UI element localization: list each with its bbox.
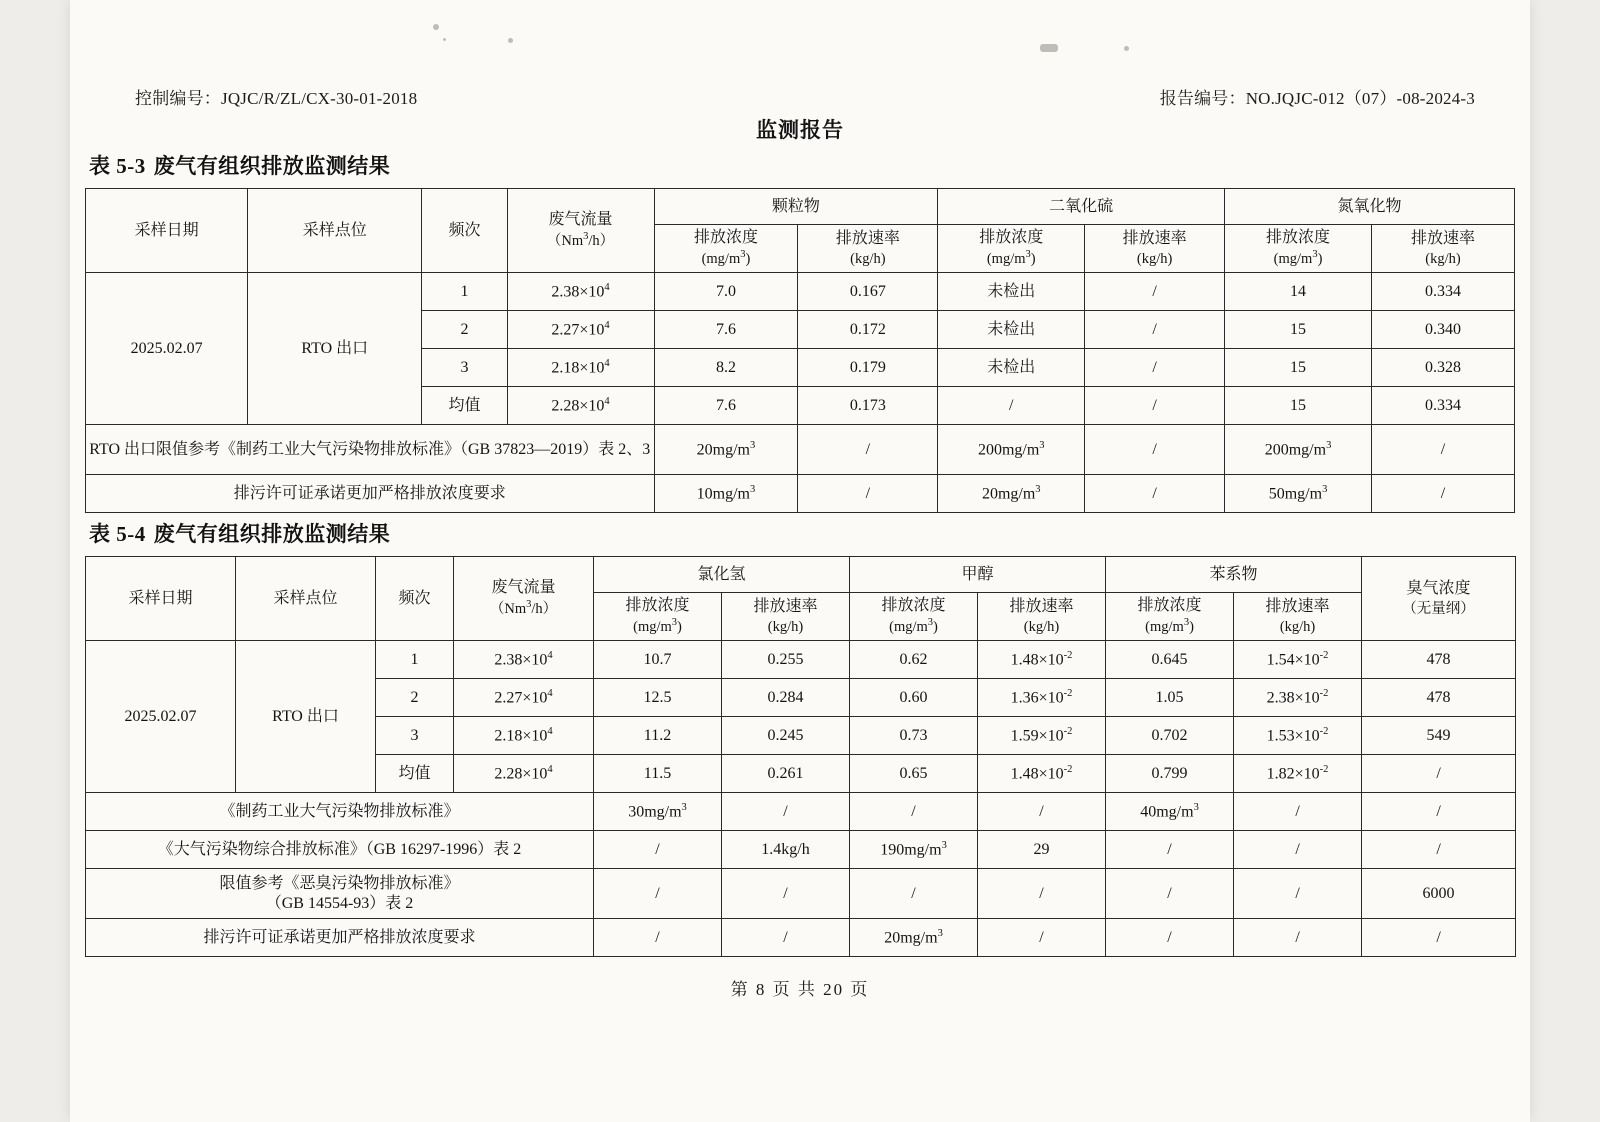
cell-odor-permit: /	[1362, 919, 1516, 957]
th-flow-label: 废气流量	[491, 579, 556, 597]
th-btx-conc-label: 排放浓度	[1137, 597, 1202, 615]
cell-hcl-rate: 0.261	[722, 755, 850, 793]
cell-frequency: 1	[422, 273, 507, 311]
cell-btx-limit: $40mg/m^3$	[1106, 793, 1234, 831]
cell-so2-conc: /	[938, 387, 1085, 425]
th-btx-conc-unit: $(mg/m^3)$	[1145, 617, 1194, 635]
table-54-block	[85, 518, 1515, 957]
th-pm-rate	[798, 225, 938, 273]
table-54	[85, 556, 1516, 957]
th-btx-rate-label: 排放速率	[1265, 597, 1330, 615]
th-pm-rate-label: 排放速率	[835, 229, 900, 247]
cell-hcl-rate: 0.284	[722, 679, 850, 717]
page-title: 监测报告	[756, 118, 844, 142]
cell-so2-conc: 未检出	[938, 311, 1085, 349]
th-pm-conc-unit: $(mg/m^3)$	[701, 249, 751, 267]
cell-pm-rate: 0.173	[798, 387, 938, 425]
cell-flow: $2.28\times 10^4$	[454, 755, 594, 793]
table-53	[85, 188, 1515, 513]
th-so2-rate-unit: (kg/h)	[1136, 250, 1173, 267]
cell-pm-permit-rate: /	[798, 475, 938, 513]
cell-methanol-limit: /	[850, 793, 978, 831]
cell-pm-rate: 0.172	[798, 311, 938, 349]
cell-frequency: 3	[422, 349, 507, 387]
cell-flow: $2.38\times 10^4$	[454, 641, 594, 679]
th-hcl-rate-unit: (kg/h)	[767, 618, 804, 635]
cell-hcl-rate: 0.245	[722, 717, 850, 755]
cell-hcl-conc: 10.7	[594, 641, 722, 679]
th-so2-rate	[1085, 225, 1225, 273]
cell-methanol-limit-rate: /	[978, 869, 1106, 919]
cell-so2-rate: /	[1085, 349, 1225, 387]
th-odor	[1362, 557, 1516, 641]
cell-btx-conc: 1.05	[1106, 679, 1234, 717]
cell-methanol-limit-rate: /	[978, 793, 1106, 831]
cell-point: RTO 出口	[236, 641, 376, 793]
th-flow-unit: （Nm$^3$/h）	[546, 231, 615, 249]
cell-btx-limit-rate: /	[1234, 869, 1362, 919]
th-flow-unit: （Nm$^3$/h）	[489, 599, 558, 617]
cell-methanol-permit-rate: /	[978, 919, 1106, 957]
th-methanol-rate	[978, 593, 1106, 641]
th-point: 采样点位	[236, 557, 376, 641]
cell-hcl-limit-rate: 1.4kg/h	[722, 831, 850, 869]
table-row	[86, 425, 1515, 475]
th-group-nox: 氮氧化物	[1225, 189, 1515, 225]
th-frequency: 频次	[422, 189, 507, 273]
cell-nox-rate: 0.328	[1372, 349, 1515, 387]
th-nox-conc	[1225, 225, 1372, 273]
cell-btx-limit: /	[1106, 869, 1234, 919]
scan-speck	[433, 24, 439, 30]
th-group-methanol: 甲醇	[850, 557, 1106, 593]
cell-methanol-conc: 0.62	[850, 641, 978, 679]
cell-btx-conc: 0.702	[1106, 717, 1234, 755]
cell-nox-conc: 15	[1225, 311, 1372, 349]
cell-point: RTO 出口	[248, 273, 422, 425]
table-row	[86, 189, 1515, 225]
table-row	[86, 557, 1516, 593]
cell-methanol-rate: $1.48\times 10^{-2}$	[978, 641, 1106, 679]
cell-so2-conc: 未检出	[938, 273, 1085, 311]
th-methanol-conc	[850, 593, 978, 641]
th-pm-rate-unit: (kg/h)	[850, 250, 886, 267]
th-flow-label: 废气流量	[548, 211, 613, 229]
table-54-number: 表 5-4	[89, 522, 146, 546]
cell-permit-label: 排污许可证承诺更加严格排放浓度要求	[86, 919, 594, 957]
cell-hcl-limit: $30mg/m^3$	[594, 793, 722, 831]
th-group-btx: 苯系物	[1106, 557, 1362, 593]
th-so2-conc-label: 排放浓度	[979, 229, 1044, 247]
th-methanol-rate-label: 排放速率	[1009, 597, 1074, 615]
cell-date: 2025.02.07	[86, 641, 236, 793]
cell-pm-limit: $20mg/m^3$	[654, 425, 798, 475]
cell-btx-rate: $1.54\times 10^{-2}$	[1234, 641, 1362, 679]
table-53-title-text: 废气有组织排放监测结果	[153, 154, 391, 178]
cell-odor-limit: /	[1362, 793, 1516, 831]
cell-date: 2025.02.07	[86, 273, 248, 425]
th-nox-rate-unit: (kg/h)	[1425, 250, 1461, 267]
cell-nox-limit-rate: /	[1372, 425, 1515, 475]
cell-odor: 478	[1362, 641, 1516, 679]
cell-btx-rate: $2.38\times 10^{-2}$	[1234, 679, 1362, 717]
cell-hcl-limit: /	[594, 831, 722, 869]
th-hcl-conc-unit: $(mg/m^3)$	[633, 617, 682, 635]
th-group-hcl: 氯化氢	[594, 557, 850, 593]
cell-nox-conc: 15	[1225, 349, 1372, 387]
cell-standard-label: 《制药工业大气污染物排放标准》	[86, 793, 594, 831]
report-number: 报告编号：NO.JQJC-012（07）-08-2024-3	[1159, 89, 1475, 108]
cell-methanol-rate: $1.59\times 10^{-2}$	[978, 717, 1106, 755]
cell-methanol-permit: $20mg/m^3$	[850, 919, 978, 957]
cell-standard-label: 《大气污染物综合排放标准》（GB 16297-1996）表 2	[86, 831, 594, 869]
cell-hcl-permit-rate: /	[722, 919, 850, 957]
cell-permit-label: 排污许可证承诺更加严格排放浓度要求	[86, 475, 655, 513]
cell-hcl-limit: /	[594, 869, 722, 919]
cell-nox-conc: 15	[1225, 387, 1372, 425]
scan-speck	[1040, 44, 1058, 52]
cell-odor-limit: 6000	[1362, 869, 1516, 919]
cell-odor-limit: /	[1362, 831, 1516, 869]
cell-hcl-conc: 11.2	[594, 717, 722, 755]
table-row	[86, 919, 1516, 957]
th-nox-conc-label: 排放浓度	[1266, 229, 1331, 247]
table-row	[86, 793, 1516, 831]
table-53-number: 表 5-3	[89, 154, 146, 178]
table-row	[86, 273, 1515, 311]
th-hcl-conc	[594, 593, 722, 641]
cell-btx-conc: 0.799	[1106, 755, 1234, 793]
cell-methanol-limit-rate: 29	[978, 831, 1106, 869]
cell-btx-conc: 0.645	[1106, 641, 1234, 679]
cell-methanol-limit: $190mg/m^3$	[850, 831, 978, 869]
th-date: 采样日期	[86, 189, 248, 273]
cell-frequency: 2	[376, 679, 454, 717]
th-nox-rate-label: 排放速率	[1410, 229, 1475, 247]
cell-btx-limit: /	[1106, 831, 1234, 869]
cell-pm-permit: $10mg/m^3$	[654, 475, 798, 513]
cell-pm-limit-rate: /	[798, 425, 938, 475]
cell-methanol-rate: $1.36\times 10^{-2}$	[978, 679, 1106, 717]
cell-frequency: 3	[376, 717, 454, 755]
cell-odor: /	[1362, 755, 1516, 793]
th-so2-rate-label: 排放速率	[1122, 229, 1187, 247]
cell-so2-limit-rate: /	[1085, 425, 1225, 475]
cell-odor: 549	[1362, 717, 1516, 755]
th-frequency: 频次	[376, 557, 454, 641]
cell-pm-conc: 8.2	[654, 349, 798, 387]
table-53-caption	[85, 150, 1515, 180]
cell-methanol-conc: 0.73	[850, 717, 978, 755]
th-methanol-conc-label: 排放浓度	[881, 597, 946, 615]
table-row	[86, 641, 1516, 679]
cell-pm-conc: 7.6	[654, 387, 798, 425]
th-pm-conc-label: 排放浓度	[693, 229, 758, 247]
cell-btx-permit: /	[1106, 919, 1234, 957]
cell-flow: $2.28\times 10^4$	[507, 387, 654, 425]
th-hcl-conc-label: 排放浓度	[625, 597, 690, 615]
scan-speck	[508, 38, 513, 43]
cell-pm-rate: 0.179	[798, 349, 938, 387]
cell-so2-rate: /	[1085, 273, 1225, 311]
cell-pm-conc: 7.6	[654, 311, 798, 349]
table-54-title-text: 废气有组织排放监测结果	[153, 522, 391, 546]
cell-methanol-conc: 0.65	[850, 755, 978, 793]
scan-speck	[1124, 46, 1129, 51]
th-nox-rate	[1372, 225, 1515, 273]
cell-frequency: 2	[422, 311, 507, 349]
th-flow	[454, 557, 594, 641]
cell-hcl-conc: 11.5	[594, 755, 722, 793]
cell-so2-permit-rate: /	[1085, 475, 1225, 513]
th-btx-conc	[1106, 593, 1234, 641]
th-methanol-conc-unit: $(mg/m^3)$	[889, 617, 938, 635]
table-row	[86, 831, 1516, 869]
cell-standard-label: 限值参考《恶臭污染物排放标准》 （GB 14554-93）表 2	[86, 869, 594, 919]
cell-nox-permit-rate: /	[1372, 475, 1515, 513]
cell-limit-label: RTO 出口限值参考《制药工业大气污染物排放标准》（GB 37823—2019）表 2、3	[86, 425, 655, 475]
th-date: 采样日期	[86, 557, 236, 641]
cell-nox-limit: $200mg/m^3$	[1225, 425, 1372, 475]
cell-so2-limit: $200mg/m^3$	[938, 425, 1085, 475]
cell-methanol-limit: /	[850, 869, 978, 919]
cell-frequency: 均值	[376, 755, 454, 793]
th-so2-conc-unit: $(mg/m^3)$	[986, 249, 1036, 267]
th-so2-conc	[938, 225, 1085, 273]
control-number: 控制编号：JQJC/R/ZL/CX-30-01-2018	[135, 89, 418, 108]
cell-hcl-conc: 12.5	[594, 679, 722, 717]
th-flow	[507, 189, 654, 273]
th-group-pm: 颗粒物	[654, 189, 938, 225]
th-methanol-rate-unit: (kg/h)	[1023, 618, 1060, 635]
th-point: 采样点位	[248, 189, 422, 273]
cell-nox-permit: $50mg/m^3$	[1225, 475, 1372, 513]
cell-flow: $2.18\times 10^4$	[454, 717, 594, 755]
cell-methanol-rate: $1.48\times 10^{-2}$	[978, 755, 1106, 793]
th-nox-conc-unit: $(mg/m^3)$	[1273, 249, 1323, 267]
th-hcl-rate	[722, 593, 850, 641]
cell-btx-limit-rate: /	[1234, 793, 1362, 831]
cell-flow: $2.38\times 10^4$	[507, 273, 654, 311]
cell-flow: $2.27\times 10^4$	[507, 311, 654, 349]
cell-so2-rate: /	[1085, 387, 1225, 425]
page-header	[135, 84, 1475, 109]
cell-btx-rate: $1.82\times 10^{-2}$	[1234, 755, 1362, 793]
cell-hcl-permit: /	[594, 919, 722, 957]
scan-speck	[443, 38, 446, 41]
cell-btx-limit-rate: /	[1234, 831, 1362, 869]
cell-btx-rate: $1.53\times 10^{-2}$	[1234, 717, 1362, 755]
th-btx-rate-unit: (kg/h)	[1279, 618, 1316, 635]
table-53-block	[85, 150, 1515, 513]
th-odor-unit: （无量纲）	[1402, 600, 1475, 617]
cell-nox-rate: 0.334	[1372, 387, 1515, 425]
cell-pm-rate: 0.167	[798, 273, 938, 311]
cell-so2-conc: 未检出	[938, 349, 1085, 387]
table-54-caption	[85, 518, 1515, 548]
cell-nox-rate: 0.334	[1372, 273, 1515, 311]
cell-nox-rate: 0.340	[1372, 311, 1515, 349]
cell-odor: 478	[1362, 679, 1516, 717]
cell-flow: $2.27\times 10^4$	[454, 679, 594, 717]
cell-frequency: 1	[376, 641, 454, 679]
table-row	[86, 475, 1515, 513]
cell-flow: $2.18\times 10^4$	[507, 349, 654, 387]
cell-frequency: 均值	[422, 387, 507, 425]
cell-so2-permit: $20mg/m^3$	[938, 475, 1085, 513]
cell-pm-conc: 7.0	[654, 273, 798, 311]
th-pm-conc	[654, 225, 798, 273]
th-btx-rate	[1234, 593, 1362, 641]
cell-so2-rate: /	[1085, 311, 1225, 349]
cell-hcl-rate: 0.255	[722, 641, 850, 679]
page-footer: 第 8 页 共 20 页	[730, 980, 870, 999]
th-odor-label: 臭气浓度	[1406, 579, 1471, 597]
cell-btx-permit-rate: /	[1234, 919, 1362, 957]
cell-hcl-limit-rate: /	[722, 869, 850, 919]
cell-hcl-limit-rate: /	[722, 793, 850, 831]
th-group-so2: 二氧化硫	[938, 189, 1225, 225]
th-hcl-rate-label: 排放速率	[753, 597, 818, 615]
cell-methanol-conc: 0.60	[850, 679, 978, 717]
cell-nox-conc: 14	[1225, 273, 1372, 311]
table-row	[86, 869, 1516, 919]
